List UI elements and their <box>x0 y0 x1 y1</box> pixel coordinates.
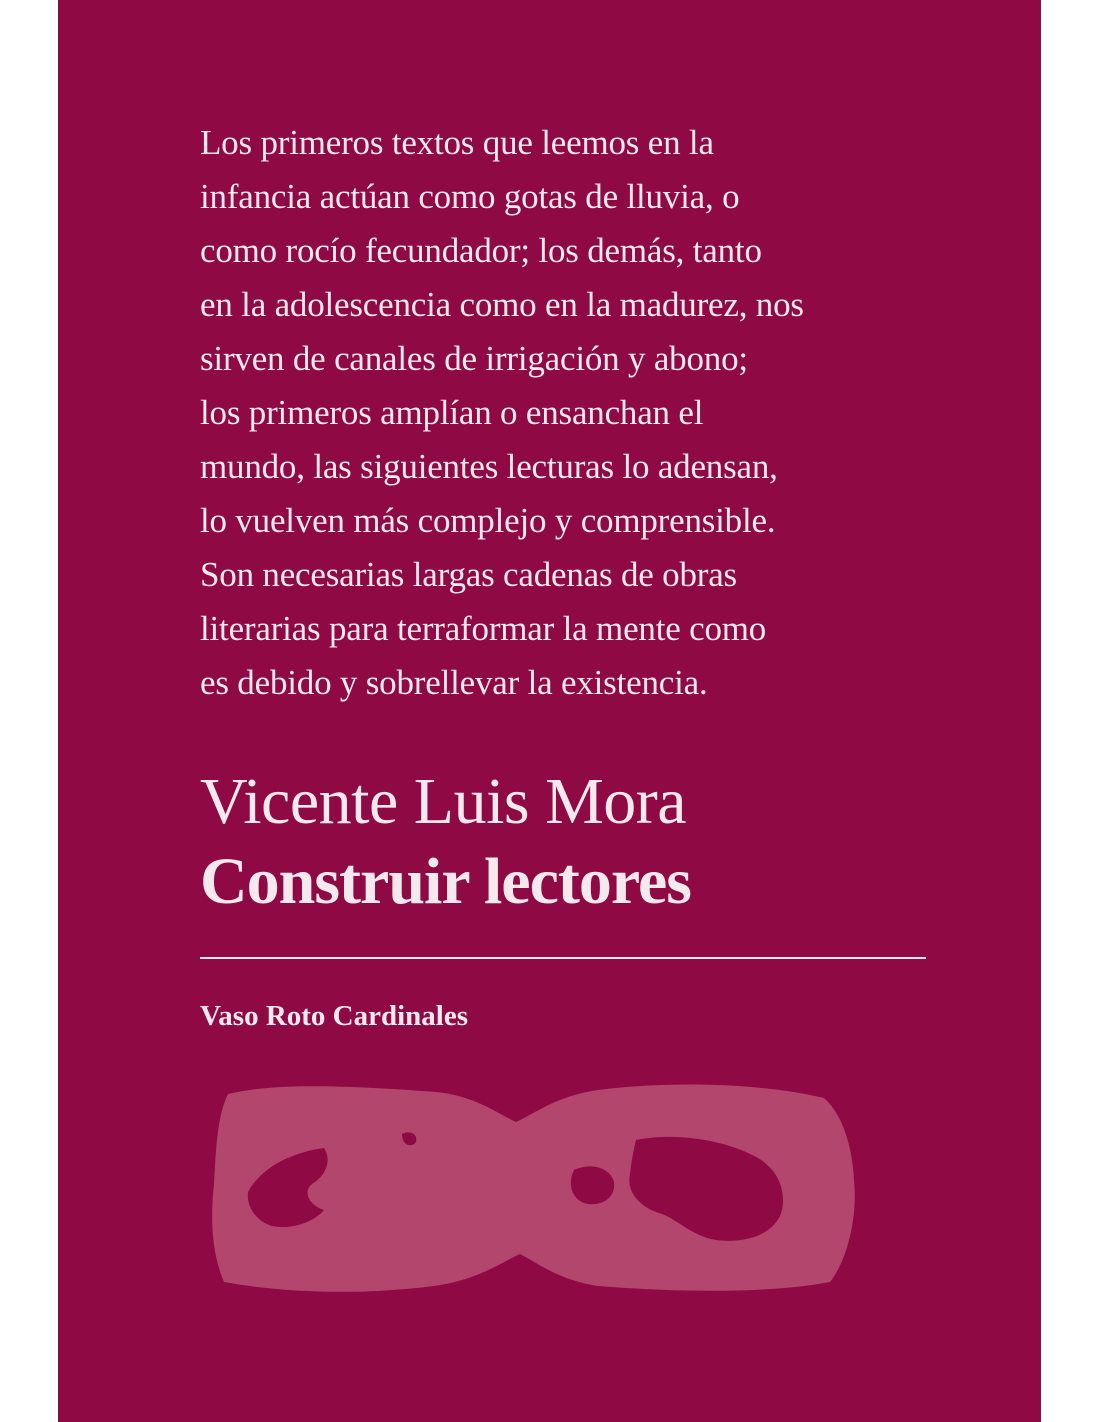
quote-line: Son necesarias largas cadenas de obras <box>200 555 737 594</box>
book-title: Construir lectores <box>200 845 691 918</box>
quote-line: como rocío fecundador; los demás, tanto <box>200 231 762 270</box>
book-cover <box>58 0 1041 1422</box>
infinity-mark-icon <box>206 1074 860 1300</box>
quote-line: infancia actúan como gotas de lluvia, o <box>200 177 740 216</box>
quote-line: literarias para terraformar la mente como <box>200 609 767 648</box>
back-cover-quote <box>200 116 960 710</box>
quote-line: en la adolescencia como en la madurez, nos <box>200 285 804 324</box>
quote-line: sirven de canales de irrigación y abono; <box>200 339 748 378</box>
author-name: Vicente Luis Mora <box>200 765 687 838</box>
publisher-name: Vaso Roto Cardinales <box>200 1000 469 1032</box>
quote-line: los primeros amplían o ensanchan el <box>200 393 704 432</box>
quote-line: lo vuelven más complejo y comprensible. <box>200 501 776 540</box>
quote-line: Los primeros textos que leemos en la <box>200 123 714 162</box>
divider <box>200 957 926 959</box>
quote-line: mundo, las siguientes lecturas lo adensan, <box>200 447 778 486</box>
quote-line: es debido y sobrellevar la existencia. <box>200 663 708 702</box>
